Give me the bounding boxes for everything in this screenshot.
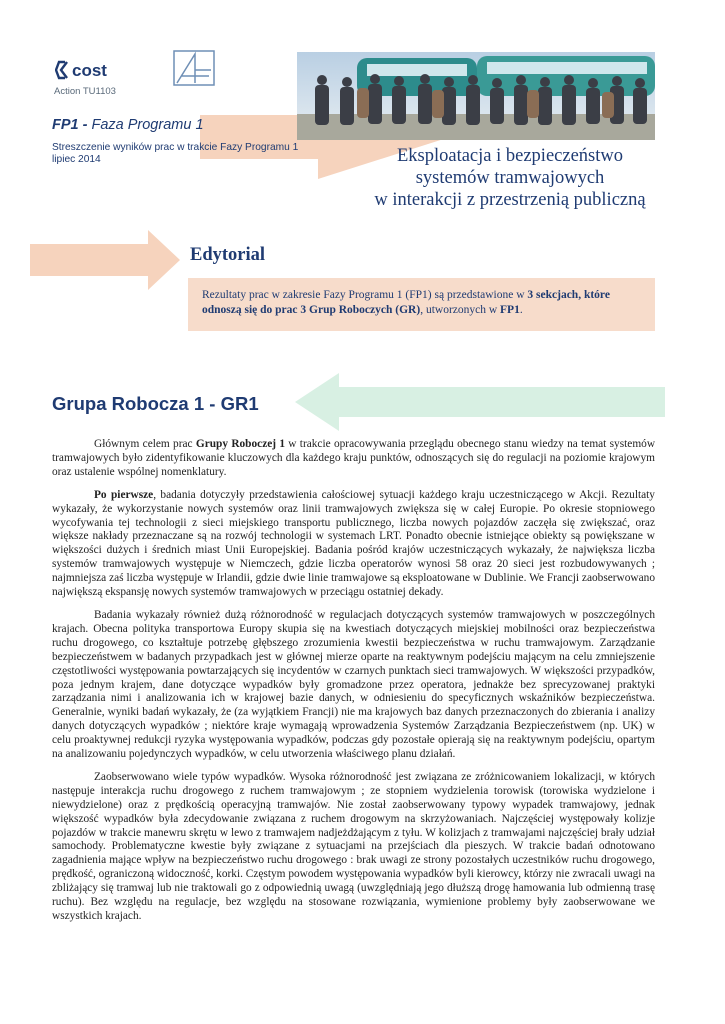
editorial-emphasis: 3 sekcjach, które odnoszą się do prac 3 Grup Roboczych (GR) <box>202 289 610 316</box>
paragraph <box>52 489 655 600</box>
summary-date: lipiec 2014 <box>52 154 101 165</box>
text-run: w trakcie opracowywania przeglądu obecnego stanu wiedzy na temat systemów tramwajowych było zidentyfikowanie kluczowych dla każdego kraju punktów, odnoszących się do regulacji na poziomie krajowym oraz ustalenie wspólnej nomenklatury. <box>52 438 656 478</box>
phase-name: Faza Programu 1 <box>87 117 204 133</box>
main-title-line: w interakcji z przestrzenią publiczną <box>374 190 646 210</box>
editorial-text: Rezultaty prac w zakresie Fazy Programu 1 (FP1) są przedstawione w <box>202 289 528 301</box>
text-emphasis: Po pierwsze <box>94 488 154 501</box>
editorial-box <box>188 278 655 331</box>
cost-logo-text: cost <box>72 61 107 80</box>
action-emblem-icon <box>173 50 215 86</box>
paragraph: Zaobserwowano wiele typów wypadków. Wysoka różnorodność jest związana ze zróżnicowaniem lokalizacji, w których następuje interakcja ruchu drogowego z ruchem tramwajowym ; ze stopniem wydzielenia torowisk (torowiska wydzielone i niewydzielone) oraz z prędkością operacyjną tramwajów. Nie został zaobserwowany typowy wypadek tramwajowy, jednak większość wypadków była zdecydowanie związana z ruchem drogowym na skrzyżowaniach. Najczęściej występowały kolizje pojazdów w trakcie manewru skrętu w lewo z tramwajem nadjeżdżającym z tyłu. W kolizjach z tramwajami najczęściej brały udział samochody. Problematyczne kwestie były związane z sytuacjami na przejściach dla pieszych. W trakcie badań odnotowano zagadnienia mające wpływ na bezpieczeństwo ruchu drogowego : brak uwagi ze strony pozostałych uczestników ruchu drogowego, prędkość, ograniczoną widoczność, korki. Częstym powodem występowania wypadków byli kierowcy, którzy nie zwracali uwagi na zbliżający się tramwaj lub nie traktowali go z odpowiednią uwagą (uwzględniają jego dłuższą drogę hamowania lub odmienną trasę ruchu). Bez względu na regulacje, bez względu na stosowane rozwiązania, wymienione problemy były zaobserwowane we wszystkich krajach. <box>52 770 655 922</box>
group-heading: Grupa Robocza 1 - GR1 <box>52 393 259 414</box>
editorial-arrow-shape <box>30 230 180 290</box>
summary-line: Streszczenie wyników prac w trakcie Fazy Programu 1 <box>52 142 299 153</box>
main-title-line: systemów tramwajowych <box>415 168 605 188</box>
cost-logo <box>55 59 141 81</box>
text-run: Głównym celem prac <box>94 438 196 450</box>
text-run: , badania dotyczyły przedstawienia całościowej sytuacji każdego kraju uczestniczącego w Akcji. Rezultaty wykazały, że wykorzystanie nowych systemów oraz linii tramwajowych zwiększa się w całej Europie. Po okresie stopniowego wycofywania tej technologii z sieci miejskiego transportu publicznego, liczba nowych pojazdów zaczęła się zwiększać, oraz większe nakłady przeznaczane są na rozwój technologii w systemach LRT. Ponadto obecnie istniejące obiekty są powiększane w większości dużych i średnich miast Unii Europejskiej. Badania pośród krajów uczestniczących wykazały, że największa liczba systemów tramwajowych występuje w Niemczech, gdzie liczba operatorów wynosi 58 oraz 20 sieci jest rozbudowywanych ; najmniejsza zaś liczba występuje w Irlandii, gdzie dwie linie tramwajowe są eksploatowane w Dublinie. We Francji zaobserwowano największą ekspansję nowych systemów tramwajowych w przeciągu ostatniej dekady. <box>52 488 655 599</box>
program-phase-title <box>52 117 204 133</box>
main-title-line: Eksploatacja i bezpieczeństwo <box>396 146 623 166</box>
editorial-text: . <box>519 303 523 316</box>
action-code: Action TU1103 <box>54 86 116 97</box>
paragraph <box>52 438 655 480</box>
text-emphasis: Grupy Roboczej 1 <box>195 438 286 450</box>
phase-code: FP1 - <box>52 117 88 133</box>
group-body <box>52 438 655 933</box>
group-photo-image <box>297 52 655 140</box>
editorial-emphasis: FP1 <box>500 303 520 316</box>
editorial-text: , utworzonych w <box>420 303 501 316</box>
summary-subtitle <box>52 142 312 166</box>
paragraph: Badania wykazały również dużą różnorodność w regulacjach dotyczących systemów tramwajowych w poszczególnych krajach. Obecna polityka transportowa Europy skupia się na kwestiach dotyczących miejskiej mobilności oraz bezpieczeństwa ruchu drogowego, co kształtuje potrzebę głębszego zrozumienia kwestii bezpieczeństwa w ruchu tramwajowym. Zarządzanie bezpieczeństwem w badanych przypadkach jest w głównej mierze oparte na reaktywnym podejściu mającym na celu zmniejszenie częstotliwości występowania powtarzających się incydentów w czarnych punktach sieci tramwajowych. W większości przypadków, poza jednym krajem, dane dotyczące wypadków były gromadzone przez operatora, jednakże bez sprecyzowanej praktyki zarządzania nimi i analizowania ich w krajowej bazie danych, w odniesieniu do specyficznych wskaźników bezpieczeństwa. Generalnie, wyniki badań wykazały, że (za wyjątkiem Francji) nie ma krajowych baz danych przeznaczonych do zbierania i analizy danych dotyczących wypadków ; niektóre kraje wymagają wprowadzenia Systemów Zarządzania Bezpieczeństwem (np. UK) w celu proaktywnej redukcji ryzyka występowania wypadków, podczas gdy pozostałe opierają się na reaktywnym podejściu, opartym na analizowaniu pojedynczych wypadków, w celu utworzenia właściwego planu działań. <box>52 608 655 761</box>
main-title <box>340 145 680 211</box>
group-arrow-shape <box>295 373 665 431</box>
editorial-heading: Edytorial <box>190 245 266 265</box>
